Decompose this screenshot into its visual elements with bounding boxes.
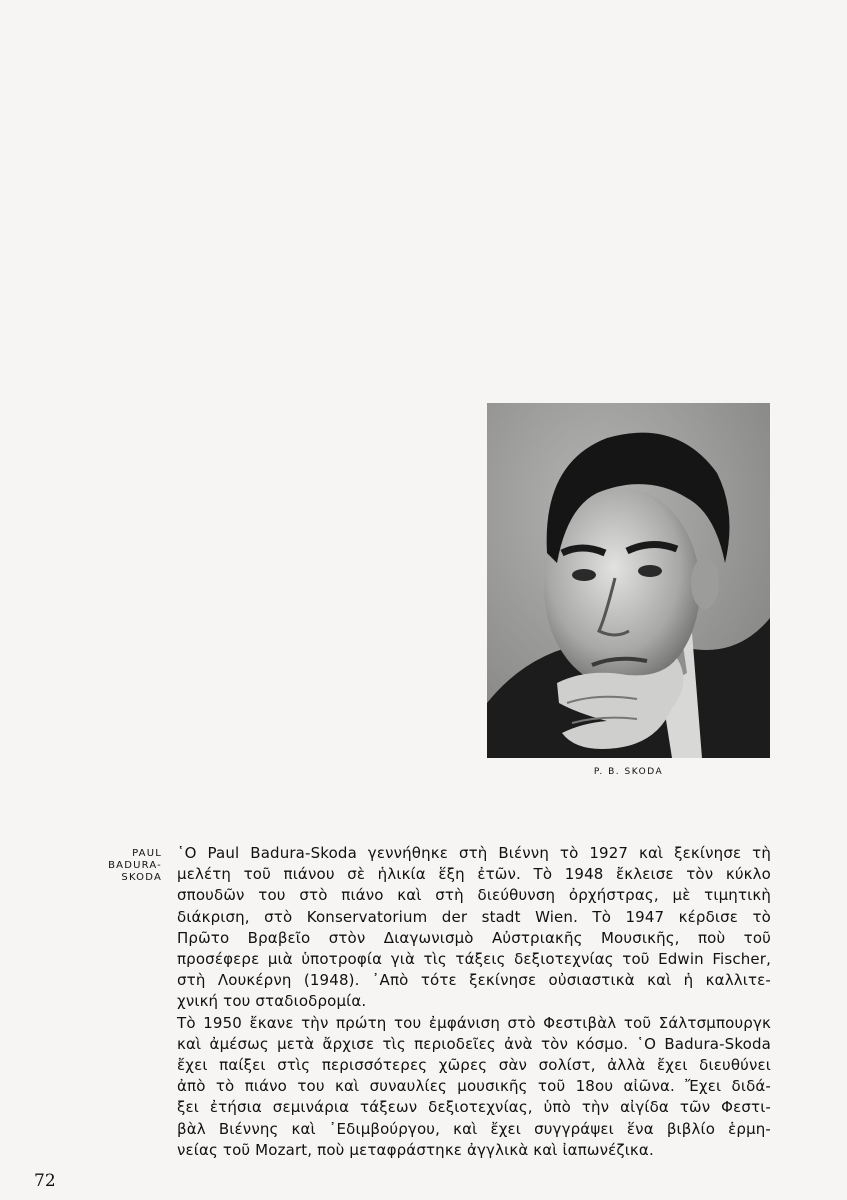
biography-text	[177, 843, 771, 1161]
text-line: βὰλ Βιέννης καὶ ᾿Εδιμβούργου, καὶ ἔχει συγγράψει ἕνα βιβλίο ἑρμη-	[177, 1119, 771, 1138]
text-line: ῾Ο Paul Badura-Skoda γεννήθηκε στὴ Βιέννη τὸ 1927 καὶ ξεκίνησε τὴ	[177, 844, 771, 862]
portrait-icon	[487, 403, 770, 758]
text-line: προσέφερε μιὰ ὑποτροφία γιὰ τὶς τάξεις δεξιοτεχνίας τοῦ Edwin Fischer,	[177, 950, 771, 969]
text-line: Τὸ 1950 ἔκανε τὴν πρώτη του ἐμφάνιση στὸ Φεστιβὰλ τοῦ Σάλτσμπουργκ	[177, 1013, 771, 1032]
side-label	[82, 848, 162, 884]
text-line: ἀπὸ τὸ πιάνο του καὶ συναυλίες μουσικῆς τοῦ 18ου αἰῶνα. Ἔχει διδά-	[177, 1077, 771, 1096]
text-line: ξει ἐτήσια σεμινάρια τάξεων δεξιοτεχνίας, ὑπὸ τὴν αἰγίδα τῶν Φεστι-	[177, 1098, 771, 1117]
text-line: διάκριση, στὸ Konservatorium der stadt Wien. Τὸ 1947 κέρδισε τὸ	[177, 907, 771, 926]
portrait-photo	[487, 403, 770, 758]
text-line: καὶ ἀμέσως μετὰ ἄρχισε τὶς περιοδεῖες ἀνὰ τὸν κόσμο. ῾Ο Badura-Skoda	[177, 1034, 771, 1053]
text-line: σπουδῶν του στὸ πιάνο καὶ στὴ διεύθυνση ὀρχήστρας, μὲ τιμητικὴ	[177, 886, 771, 905]
side-label-line: SKODA	[121, 872, 162, 883]
side-label-line: PAUL	[132, 848, 162, 859]
page-number: 72	[34, 1171, 56, 1191]
text-line: μελέτη τοῦ πιάνου σὲ ἡλικία ἕξη ἐτῶν. Τὸ 1948 ἔκλεισε τὸν κύκλο	[177, 865, 771, 884]
side-label-line: BADURA-	[108, 860, 162, 871]
text-line: Πρῶτο Βραβεῖο στὸν Διαγωνισμὸ Αὐστριακῆς Μουσικῆς, ποὺ τοῦ	[177, 928, 771, 947]
text-line: χνική του σταδιοδρομία.	[177, 992, 367, 1011]
photo-caption: P. B. SKODA	[593, 767, 664, 777]
text-line: νείας τοῦ Mozart, ποὺ μεταφράστηκε ἀγγλικὰ καὶ ἰαπωνέζικα.	[177, 1140, 654, 1159]
text-line: ἔχει παίξει στὶς περισσότερες χῶρες σὰν σολίστ, ἀλλὰ ἔχει διευθύνει	[177, 1056, 771, 1075]
text-line: στὴ Λουκέρνη (1948). ᾿Απὸ τότε ξεκίνησε οὐσιαστικὰ καὶ ἡ καλλιτε-	[177, 971, 771, 990]
